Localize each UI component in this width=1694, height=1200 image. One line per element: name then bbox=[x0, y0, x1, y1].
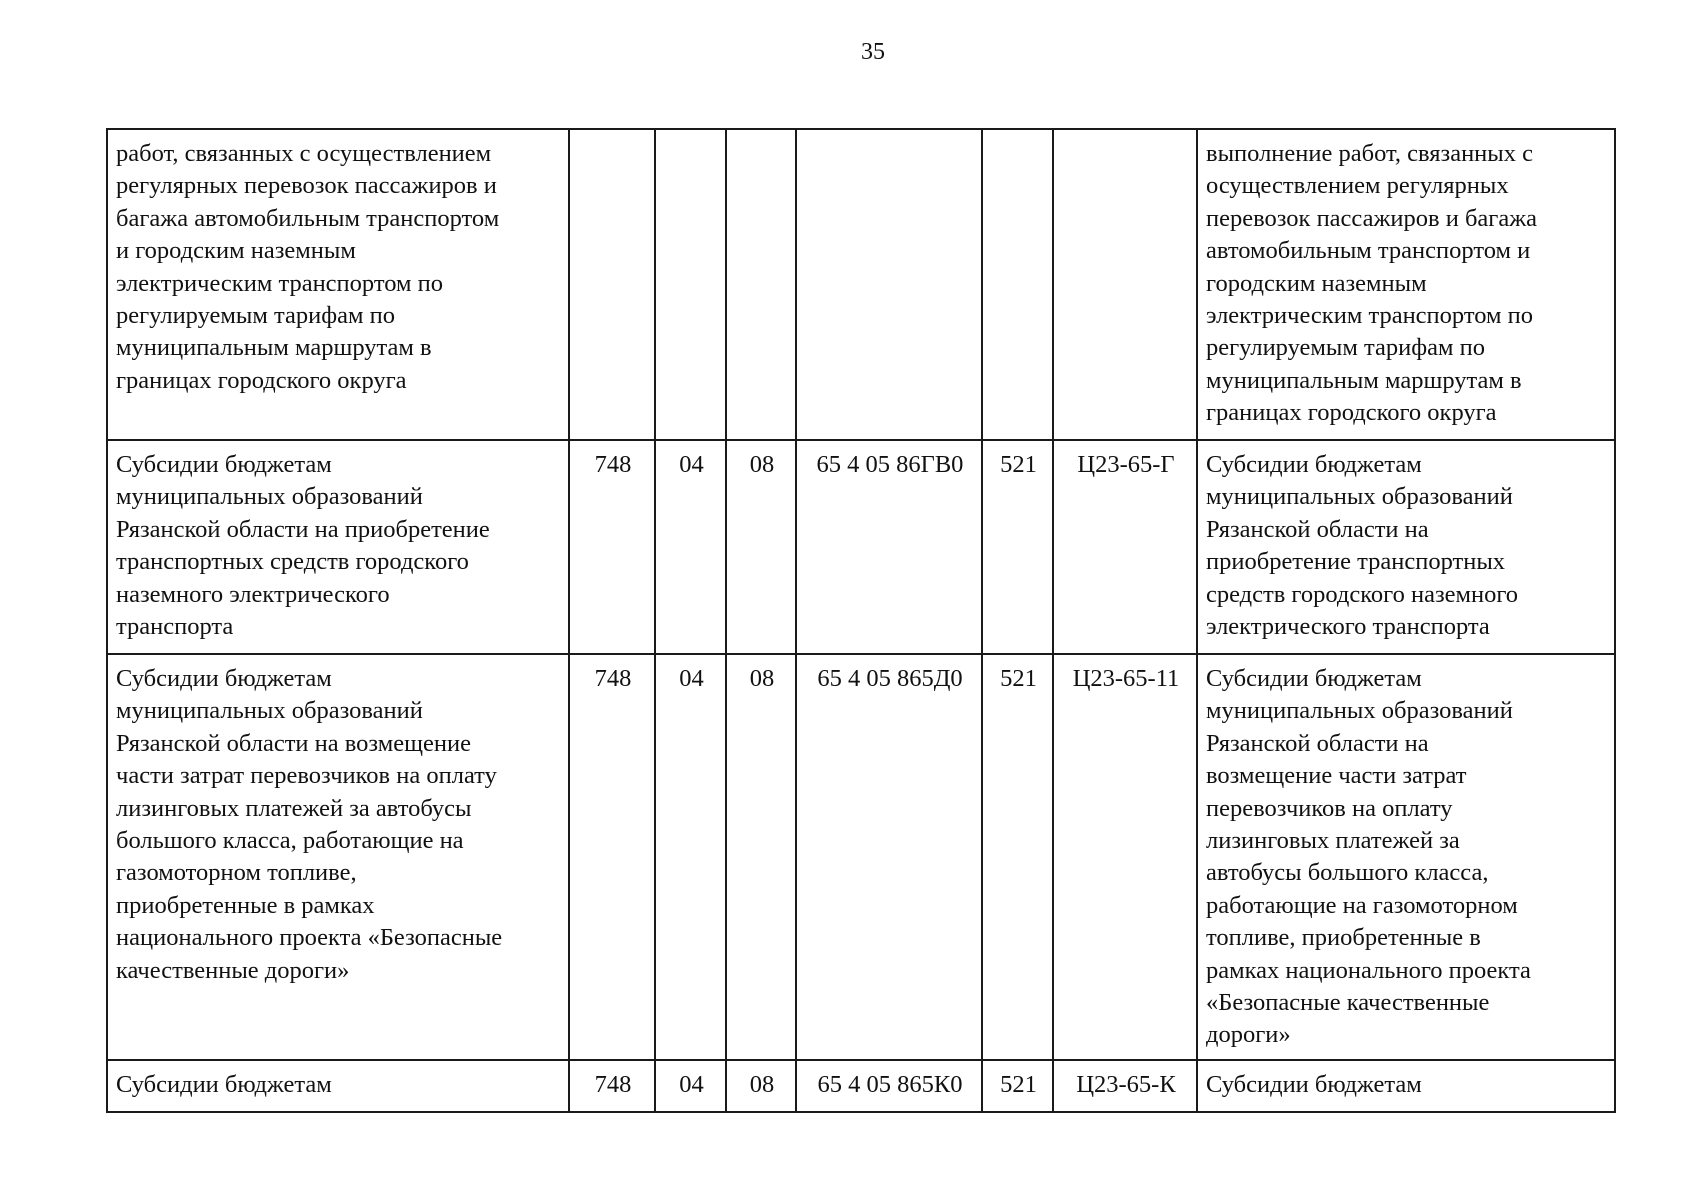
table-row bbox=[107, 1060, 1615, 1112]
purpose-description-cell: Субсидии бюджетам муниципальных образований Рязанской области на возмещение части затрат перевозчиков на оплату лизинговых платежей за автобусы большого класса, работающие на газомоторном топливе, приобретенные в рамках национального проекта «Безопасные качественные дороги» bbox=[1197, 654, 1615, 1060]
table-row bbox=[107, 654, 1615, 1060]
table-row bbox=[107, 440, 1615, 654]
section-code-cell: 04 bbox=[655, 1060, 726, 1112]
expense-type-code-cell: 521 bbox=[982, 440, 1053, 654]
subsection-code-cell: 08 bbox=[726, 1060, 796, 1112]
expense-name-cell: Субсидии бюджетам муниципальных образований Рязанской области на возмещение части затрат перевозчиков на оплату лизинговых платежей за автобусы большого класса, работающие на газомоторном топливе, приобретенные в рамках национального проекта «Безопасные качественные дороги» bbox=[107, 654, 569, 1060]
purpose-description-cell: Субсидии бюджетам муниципальных образований Рязанской области на приобретение транспортных средств городского наземного электрического транспорта bbox=[1197, 440, 1615, 654]
target-article-code-cell: 65 4 05 865К0 bbox=[796, 1060, 982, 1112]
target-article-code-cell bbox=[796, 129, 982, 440]
target-article-code-cell: 65 4 05 865Д0 bbox=[796, 654, 982, 1060]
expense-name-cell: Субсидии бюджетам bbox=[107, 1060, 569, 1112]
page-number: 35 bbox=[861, 39, 885, 65]
grbs-code-cell bbox=[569, 129, 655, 440]
expense-type-code-cell: 521 bbox=[982, 654, 1053, 1060]
target-purpose-code-cell: Ц23-65-11 bbox=[1053, 654, 1197, 1060]
target-purpose-code-cell: Ц23-65-К bbox=[1053, 1060, 1197, 1112]
grbs-code-cell: 748 bbox=[569, 1060, 655, 1112]
purpose-description-cell: выполнение работ, связанных с осуществлением регулярных перевозок пассажиров и багажа автомобильным транспортом и городским наземным электрическим транспортом по регулируемым тарифам по муниципальным маршрутам в границах городского округа bbox=[1197, 129, 1615, 440]
subsection-code-cell: 08 bbox=[726, 654, 796, 1060]
target-article-code-cell: 65 4 05 86ГВ0 bbox=[796, 440, 982, 654]
expense-name-cell: работ, связанных с осуществлением регулярных перевозок пассажиров и багажа автомобильным транспортом и городским наземным электрическим транспортом по регулируемым тарифам по муниципальным маршрутам в границах городского округа bbox=[107, 129, 569, 440]
subsection-code-cell bbox=[726, 129, 796, 440]
section-code-cell: 04 bbox=[655, 654, 726, 1060]
grbs-code-cell: 748 bbox=[569, 440, 655, 654]
expense-type-code-cell bbox=[982, 129, 1053, 440]
target-purpose-code-cell: Ц23-65-Г bbox=[1053, 440, 1197, 654]
table-row bbox=[107, 129, 1615, 440]
section-code-cell bbox=[655, 129, 726, 440]
expense-type-code-cell: 521 bbox=[982, 1060, 1053, 1112]
expense-name-cell: Субсидии бюджетам муниципальных образований Рязанской области на приобретение транспортных средств городского наземного электрического транспорта bbox=[107, 440, 569, 654]
section-code-cell: 04 bbox=[655, 440, 726, 654]
subsection-code-cell: 08 bbox=[726, 440, 796, 654]
grbs-code-cell: 748 bbox=[569, 654, 655, 1060]
target-purpose-code-cell bbox=[1053, 129, 1197, 440]
purpose-description-cell: Субсидии бюджетам bbox=[1197, 1060, 1615, 1112]
budget-classification-table bbox=[106, 128, 1616, 1113]
